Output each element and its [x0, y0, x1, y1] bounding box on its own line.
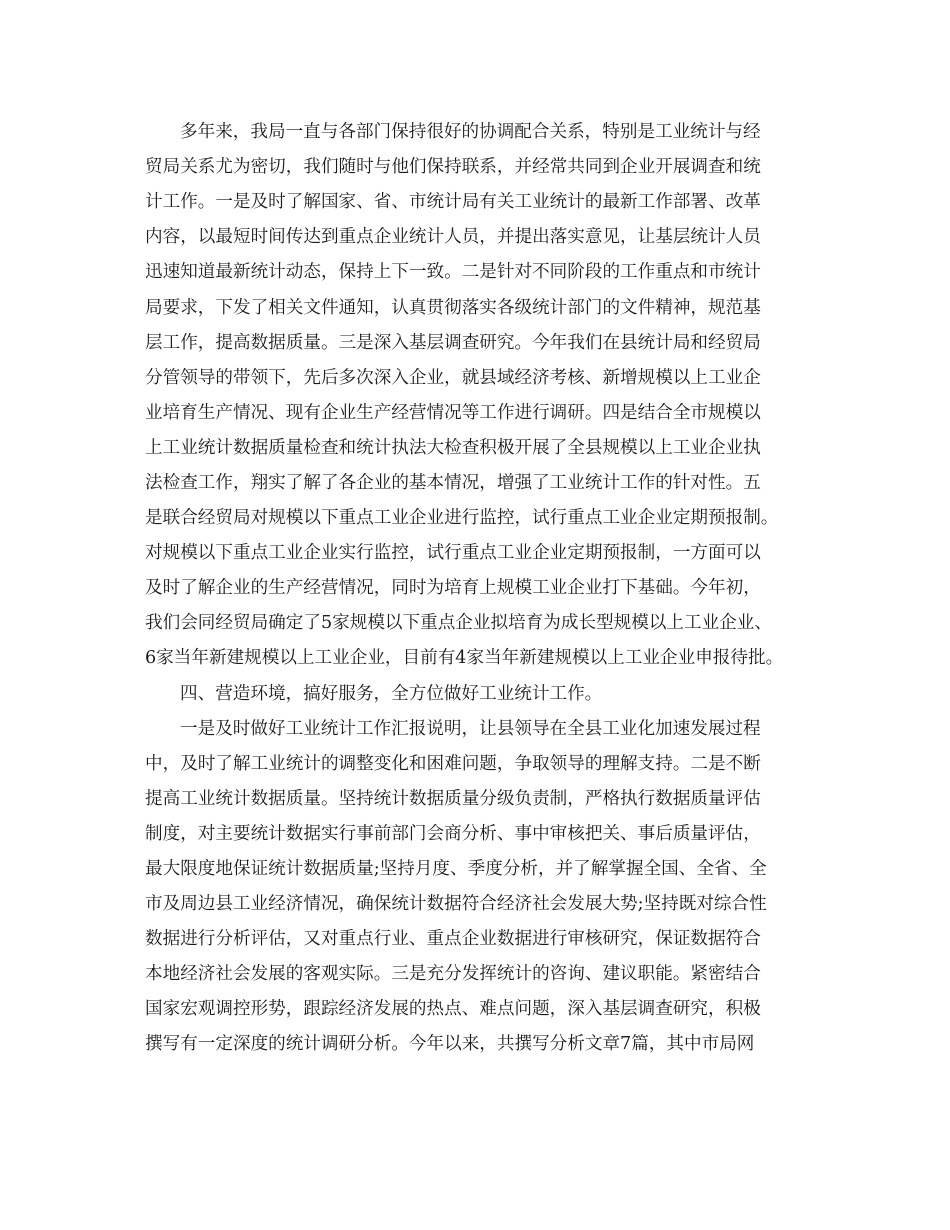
section-heading: 四、营造环境，搞好服务，全方位做好工业统计工作。 [180, 684, 603, 704]
paragraph-line: 层工作，提高数据质量。三是深入基层调查研究。今年我们在县统计局和经贸局 [145, 333, 761, 353]
paragraph-line: 制度，对主要统计数据实行事前部门会商分析、事中审核把关、事后质量评估， [145, 824, 761, 844]
paragraph-line: 迅速知道最新统计动态，保持上下一致。二是针对不同阶段的工作重点和市统计 [145, 262, 761, 282]
paragraph-line: 最大限度地保证统计数据质量;坚持月度、季度分析，并了解掌握全国、全省、全 [145, 859, 767, 879]
paragraph-line: 上工业统计数据质量检查和统计执法大检查积极开展了全县规模以上工业企业执 [145, 438, 761, 458]
paragraph-line: 计工作。一是及时了解国家、省、市统计局有关工业统计的最新工作部署、改革 [145, 192, 761, 212]
paragraph-line: 6家当年新建规模以上工业企业，目前有4家当年新建规模以上工业企业申报待批。 [145, 648, 784, 668]
paragraph-line: 法检查工作，翔实了解了各企业的基本情况，增强了工业统计工作的针对性。五 [145, 473, 761, 493]
paragraph-line: 数据进行分析评估，又对重点行业、重点企业数据进行审核研究，保证数据符合 [145, 929, 761, 949]
paragraph-line: 业培育生产情况、现有企业生产经营情况等工作进行调研。四是结合全市规模以 [145, 403, 761, 423]
paragraph-line: 我们会同经贸局确定了5家规模以下重点企业拟培育为成长型规模以上工业企业、 [145, 613, 772, 633]
paragraph-line: 本地经济社会发展的客观实际。三是充分发挥统计的咨询、建议职能。紧密结合 [145, 964, 761, 984]
paragraph-line: 局要求，下发了相关文件通知，认真贯彻落实各级统计部门的文件精神，规范基 [145, 298, 761, 318]
paragraph-line: 提高工业统计数据质量。坚持统计数据质量分级负责制，严格执行数据质量评估 [145, 789, 761, 809]
paragraph-line: 分管领导的带领下，先后多次深入企业，就县域经济考核、新增规模以上工业企 [145, 368, 761, 388]
paragraph-line: 贸局关系尤为密切，我们随时与他们保持联系，并经常共同到企业开展调查和统 [145, 157, 761, 177]
paragraph-line: 国家宏观调控形势，跟踪经济发展的热点、难点问题，深入基层调查研究，积极 [145, 999, 761, 1019]
paragraph-line: 一是及时做好工业统计工作汇报说明，让县领导在全县工业化加速发展过程 [180, 719, 761, 739]
paragraph-line: 市及周边县工业经济情况，确保统计数据符合经济社会发展大势;坚持既对综合性 [145, 894, 767, 914]
paragraph-line: 中，及时了解工业统计的调整变化和困难问题，争取领导的理解支持。二是不断 [145, 754, 761, 774]
paragraph-line: 及时了解企业的生产经营情况，同时为培育上规模工业企业打下基础。今年初， [145, 578, 761, 598]
paragraph-line: 多年来，我局一直与各部门保持很好的协调配合关系，特别是工业统计与经 [180, 122, 761, 142]
paragraph-line: 是联合经贸局对规模以下重点工业企业进行监控，试行重点工业企业定期预报制。 [145, 508, 779, 528]
paragraph-line: 撰写有一定深度的统计调研分析。今年以来，共撰写分析文章7篇，其中市局网 [145, 1034, 755, 1054]
paragraph-line: 对规模以下重点工业企业实行监控，试行重点工业企业定期预报制，一方面可以 [145, 543, 761, 563]
paragraph-line: 内容，以最短时间传达到重点企业统计人员，并提出落实意见，让基层统计人员 [145, 227, 761, 247]
